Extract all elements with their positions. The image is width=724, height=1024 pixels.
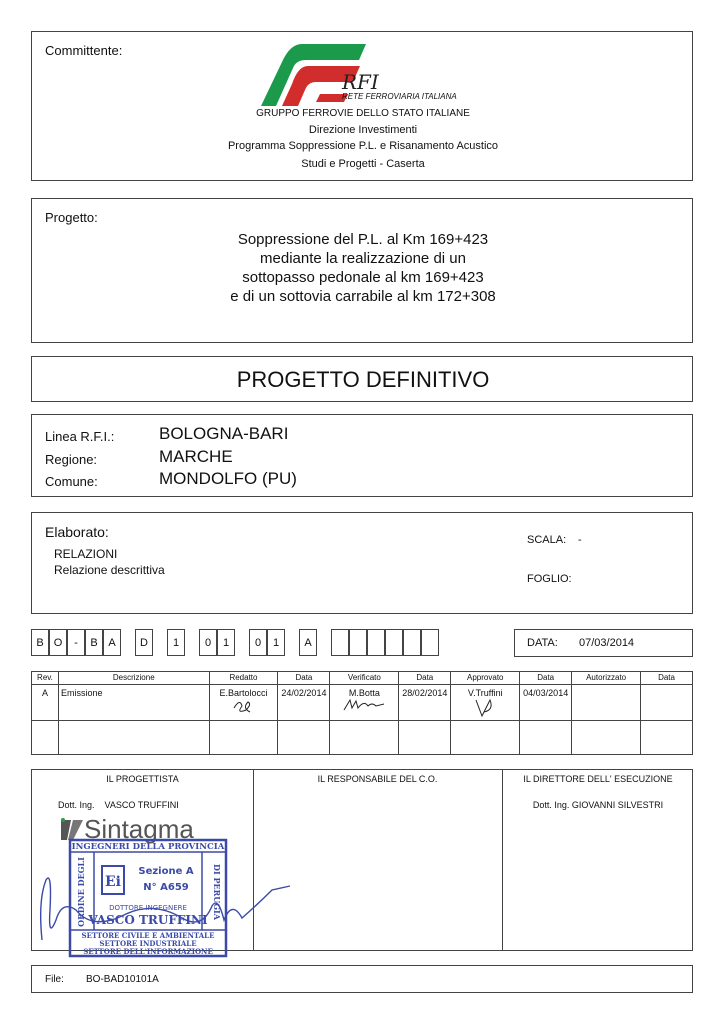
scala-value: - xyxy=(578,534,582,546)
header-box xyxy=(31,31,693,181)
approvato-signature xyxy=(470,698,500,718)
verificato-signature xyxy=(342,698,386,712)
location-box xyxy=(31,414,693,497)
row-approvato xyxy=(451,685,520,721)
header-data-4: Data xyxy=(641,672,693,685)
co-heading: IL RESPONSABILE DEL C.O. xyxy=(317,774,438,784)
regione-label: Regione: xyxy=(45,452,98,467)
code-cell: O xyxy=(49,629,67,656)
elaborato-line-2: Relazione descrittiva xyxy=(54,563,165,577)
header-data-2: Data xyxy=(399,672,451,685)
code-cell xyxy=(349,629,367,656)
header-line-3: Studi e Progetti - Caserta xyxy=(301,158,425,170)
comune-value: MONDOLFO (PU) xyxy=(159,469,297,488)
stamp-top: INGEGNERI DELLA PROVINCIA xyxy=(71,842,225,852)
header-line-2: Programma Soppressione P.L. e Risanamento Acustico xyxy=(227,140,499,152)
table-row xyxy=(32,685,693,721)
header-autorizzato: Autorizzato xyxy=(572,672,641,685)
code-cell: B xyxy=(85,629,103,656)
code-cell: 1 xyxy=(167,629,185,656)
table-row-empty xyxy=(32,721,693,755)
code-gap xyxy=(285,629,299,656)
header-verificato: Verificato xyxy=(330,672,399,685)
progetto-box xyxy=(31,198,693,343)
elaborato-box xyxy=(31,512,693,614)
row-redatto xyxy=(209,685,278,721)
data-box xyxy=(514,629,693,657)
code-cell: B xyxy=(31,629,49,656)
linea-label: Linea R.F.I.: xyxy=(45,429,115,444)
progetto-line-2: mediante la realizzazione di un xyxy=(260,250,466,267)
row-autorizzato xyxy=(572,685,641,721)
scala-label: SCALA: xyxy=(527,534,567,546)
stamp-section: Sezione A xyxy=(138,866,194,877)
data-value: 07/03/2014 xyxy=(579,637,635,649)
row-descrizione: Emissione xyxy=(58,685,209,721)
code-gap xyxy=(317,629,331,656)
stamp-footer-1: SETTORE CIVILE E AMBIENTALE xyxy=(81,931,215,940)
progetto-label: Progetto: xyxy=(45,210,98,225)
row-rev: A xyxy=(32,685,59,721)
code-gap xyxy=(153,629,167,656)
code-cell: 1 xyxy=(217,629,235,656)
revision-header-row xyxy=(32,672,693,685)
code-cell xyxy=(421,629,439,656)
code-cell xyxy=(367,629,385,656)
code-gap xyxy=(121,629,135,656)
page-title: PROGETTO DEFINITIVO xyxy=(236,367,490,392)
progetto-line-1: Soppressione del P.L. al Km 169+423 xyxy=(237,231,489,248)
file-label: File: xyxy=(45,974,64,985)
code-cell xyxy=(385,629,403,656)
code-gap xyxy=(235,629,249,656)
regione-value: MARCHE xyxy=(159,447,233,466)
row-data-4 xyxy=(641,685,693,721)
redatto-signature xyxy=(228,698,258,716)
header-data-3: Data xyxy=(520,672,572,685)
row-data-1: 24/02/2014 xyxy=(278,685,330,721)
stamp-footer-2: SETTORE INDUSTRIALE xyxy=(99,939,197,948)
revision-table xyxy=(31,671,693,755)
row-verificato xyxy=(330,685,399,721)
sig-divider-2 xyxy=(502,770,503,950)
code-cell xyxy=(331,629,349,656)
row-data-2: 28/02/2014 xyxy=(399,685,451,721)
code-cell: A xyxy=(299,629,317,656)
verificato-name: M.Botta xyxy=(348,688,380,698)
file-box xyxy=(31,965,693,993)
progetto-line-3: sottopasso pedonale al km 169+423 xyxy=(242,269,484,286)
rfi-logo-subtitle: RETE FERROVIARIA ITALIANA xyxy=(342,92,457,101)
row-data-3: 04/03/2014 xyxy=(520,685,572,721)
data-label: DATA: xyxy=(527,637,558,649)
file-value: BO-BAD10101A xyxy=(86,974,159,985)
header-rev: Rev. xyxy=(32,672,59,685)
code-cell: 0 xyxy=(249,629,267,656)
header-descrizione: Descrizione xyxy=(58,672,209,685)
direttore-name: Dott. Ing. GIOVANNI SILVESTRI xyxy=(532,800,664,810)
code-cell: A xyxy=(103,629,121,656)
code-box xyxy=(31,629,445,657)
signature-box xyxy=(31,769,693,956)
code-cell xyxy=(403,629,421,656)
approvato-name: V.Truffini xyxy=(467,688,503,698)
rfi-logo-text: RFI xyxy=(342,70,379,94)
code-gap xyxy=(185,629,199,656)
company-name: Sintagma xyxy=(84,814,194,844)
elaborato-label: Elaborato: xyxy=(45,524,109,540)
progettista-heading: IL PROGETTISTA xyxy=(106,774,179,784)
direttore-heading: IL DIRETTORE DELL' ESECUZIONE xyxy=(523,774,673,784)
linea-value: BOLOGNA-BARI xyxy=(159,424,289,443)
code-cell: D xyxy=(135,629,153,656)
stamp-left: ORDINE DEGLI xyxy=(76,857,86,927)
group-name: GRUPPO FERROVIE DELLO STATO ITALIANE xyxy=(256,108,470,119)
header-data-1: Data xyxy=(278,672,330,685)
committente-label: Committente: xyxy=(45,43,123,58)
header-redatto: Redatto xyxy=(209,672,278,685)
code-cell: - xyxy=(67,629,85,656)
progettista-signature xyxy=(32,860,294,950)
elaborato-line-1: RELAZIONI xyxy=(54,547,118,561)
header-approvato: Approvato xyxy=(451,672,520,685)
progetto-line-4: e di un sottovia carrabile al km 172+308 xyxy=(230,288,496,305)
header-line-1: Direzione Investimenti xyxy=(308,124,418,136)
stamp-role: DOTTORE INGEGNERE xyxy=(109,904,187,912)
comune-label: Comune: xyxy=(45,474,98,489)
stamp-emblem: Ei xyxy=(105,874,121,890)
stamp-number: N° A659 xyxy=(143,882,189,893)
foglio-label: FOGLIO: xyxy=(527,573,572,585)
code-cell: 1 xyxy=(267,629,285,656)
stamp-footer-3: SETTORE DELL'INFORMAZIONE xyxy=(83,947,213,956)
code-cell: 0 xyxy=(199,629,217,656)
stamp-name: VASCO TRUFFINI xyxy=(88,913,208,927)
redatto-name: E.Bartolocci xyxy=(219,688,268,698)
title-box xyxy=(31,356,693,402)
stamp-right: DI PERUGIA xyxy=(212,864,222,920)
progettista-name: Dott. Ing. VASCO TRUFFINI xyxy=(58,800,179,810)
